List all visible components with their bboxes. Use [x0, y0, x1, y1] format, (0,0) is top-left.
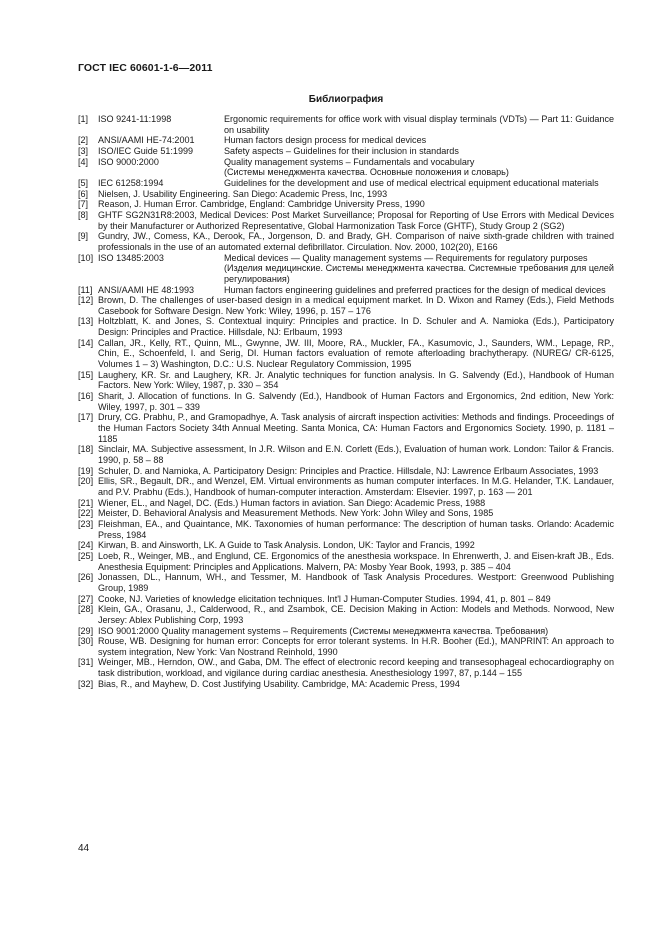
reference-item: [78, 551, 614, 572]
reference-text: Cooke, NJ. Varieties of knowledge elicitation techniques. Int'l J Human-Computer Studies. 1994, 41, p. 801 – 849: [98, 593, 551, 604]
reference-item: [78, 476, 614, 497]
reference-number: [23]: [78, 518, 94, 529]
reference-number: [9]: [78, 231, 89, 242]
reference-description: [224, 146, 614, 157]
reference-text: Nielsen, J. Usability Engineering. San Diego: Academic Press, Inc, 1993: [98, 188, 388, 199]
reference-number: [16]: [78, 391, 94, 402]
reference-text: Laughery, KR. Sr. and Laughery, KR. Jr. Analytic techniques for function analysis. In G. Salvendy (Ed.), Handbook of Human Factors. New York: Wiley, 1987, p. 330 – 354: [98, 369, 614, 391]
reference-number: [14]: [78, 337, 94, 348]
reference-text: Schuler, D. and Namioka, A. Participatory Design: Principles and Practice. Hillsdale, NJ: Lawrence Erlbaum Associates, 1993: [98, 465, 599, 476]
reference-text: Fleishman, EA., and Quaintance, MK. Taxonomies of human performance: The description of human tasks. Orlando: Academic Press, 1984: [98, 518, 614, 540]
reference-text: Reason, J. Human Error. Cambridge, England: Cambridge University Press, 1990: [98, 199, 425, 210]
reference-code: ISO/IEC Guide 51:1999: [98, 145, 194, 156]
reference-item: [78, 146, 614, 157]
reference-number: [17]: [78, 412, 94, 423]
reference-description: [224, 114, 614, 135]
reference-number: [24]: [78, 540, 94, 551]
reference-text: Rouse, WB. Designing for human error: Concepts for error tolerant systems. In H.R. Booher (Ed.), MANPRINT: An approach to system integration, New York: Van Nostrand Reinhold, 1990: [98, 636, 614, 657]
reference-text: Loeb, R., Weinger, MB., and Englund, CE. Ergonomics of the anesthesia workspace. In Ehrenwerth, J. and Eisen-kraft JB., Eds. Anesthesia Equipment: Principles and Applications. Malvern, PA: Mosby Year Book, 1993, p. 385 – 404: [98, 550, 614, 572]
page-number: 44: [78, 843, 90, 854]
reference-number: [25]: [78, 550, 94, 561]
reference-text: Callan, JR., Kelly, RT., Quinn, ML., Gwynne, JW. III, Moore, RA., Muckler, FA., Kasumovic, J., Saunders, WM., Lepage, RP., Chin, E., Schoenfeld, I. and Serig, DI. Human factors evaluation of remote afterloading brachytherapy. (NUREG/ CR-6125, Volumes 1 – 3) Washington, D.C.: U.S. Nuclear Regulatory Commission, 1995: [98, 337, 614, 370]
bibliography-title: Библиография: [308, 94, 384, 105]
reference-item: [78, 178, 614, 189]
reference-item: [78, 199, 614, 210]
reference-item: [78, 498, 614, 509]
reference-title: Safety aspects – Guidelines for their inclusion in standards: [224, 145, 459, 156]
reference-text: Klein, GA., Orasanu, J., Calderwood, R., and Zsambok, CE. Decision Making in Action: Models and Methods. Norwood, New Jersey: Ablex Publishing Corp, 1993: [98, 604, 614, 625]
reference-item: [78, 679, 614, 690]
reference-item: [78, 636, 614, 657]
reference-item: [78, 626, 614, 637]
reference-code: ISO 13485:2003: [98, 252, 164, 263]
reference-text: Holtzblatt, K. and Jones, S. Contextual inquiry: Principles and practice. In D. Schuler and A. Namioka (Eds.), Participatory Design: Principles and Practice. Hillsdale, NJ: Erlbaum, 1993: [98, 316, 614, 338]
reference-description: [224, 178, 614, 189]
reference-item: [78, 338, 614, 370]
reference-title: Ergonomic requirements for office work with visual display terminals (VDTs) — Part 11: Guidance on usability: [224, 114, 614, 135]
reference-text: Jonassen, DL., Hannum, WH., and Tessmer, M. Handbook of Task Analysis Procedures. Westport: Greenwood Publishing Group, 1989: [98, 572, 614, 593]
reference-item: [78, 114, 614, 135]
reference-item: [78, 540, 614, 551]
reference-text: Meister, D. Behavioral Analysis and Measurement Methods. New York: John Wiley and Sons, 1985: [98, 508, 494, 519]
reference-title: Human factors design process for medical devices: [224, 135, 427, 146]
reference-item: [78, 231, 614, 252]
reference-title: Medical devices — Quality management systems — Requirements for regulatory purposes: [224, 252, 588, 263]
reference-item: [78, 295, 614, 316]
reference-description: [224, 285, 614, 296]
reference-text: Sinclair, MA. Subjective assessment, In J.R. Wilson and E.N. Corlett (Eds.), Evaluation of human work. London: Tailor & Francis. 1990, p. 58 – 88: [98, 444, 614, 465]
reference-item: [78, 253, 614, 285]
reference-number: [13]: [78, 316, 94, 327]
reference-text: Drury, CG. Prabhu, P., and Gramopadhye, A. Task analysis of aircraft inspection activities: Methods and findings. Proceedings of the Human Factors Society 34th Annual Meeting. Santa Monica, CA: Human Factors and Ergonomics Society. 1990, p. 1181 – 1185: [98, 412, 614, 444]
reference-item: [78, 391, 614, 412]
reference-number: [27]: [78, 593, 94, 604]
reference-item: [78, 210, 614, 231]
reference-item: [78, 657, 614, 678]
reference-text: ISO 9001:2000 Quality management systems – Requirements (Системы менеджмента качества. Требования): [98, 625, 549, 636]
reference-number: [31]: [78, 657, 94, 668]
reference-item: [78, 189, 614, 200]
reference-number: [21]: [78, 497, 94, 508]
reference-item: [78, 604, 614, 625]
reference-number: [20]: [78, 476, 94, 487]
reference-item: [78, 412, 614, 444]
reference-item: [78, 572, 614, 593]
reference-description: [224, 157, 614, 178]
reference-text: Kirwan, B. and Ainsworth, LK. A Guide to Task Analysis. London, UK: Taylor and Francis, 1992: [98, 540, 475, 551]
reference-text: GHTF SG2N31R8:2003, Medical Devices: Post Market Surveillance; Proposal for Reporting of Use Errors with Medical Devices by their Manufacturer or Authorized Representative, Global Harmonization Task Force (GHTF), Study Group 2 (SG2): [98, 209, 614, 231]
reference-number: [2]: [78, 135, 89, 146]
reference-text: Bias, R., and Mayhew, D. Cost Justifying Usability. Cambridge, MA: Academic Press, 1994: [98, 678, 460, 689]
reference-description: [224, 253, 614, 285]
reference-translation-note: (Изделия медицинские. Системы менеджмента качества. Системные требования для целей регулирования): [224, 263, 614, 284]
reference-number: [19]: [78, 465, 94, 476]
reference-code: IEC 61258:1994: [98, 177, 164, 188]
reference-item: [78, 466, 614, 477]
reference-text: Ellis, SR., Begault, DR., and Wenzel, EM. Virtual environments as human computer interfaces. In M.G. Helander, T.K. Landauer, and P.V. Prabhu (Eds.), Handbook of human-computer interaction. Amsterdam: Elsevier. 1997, p. 163 — 201: [98, 476, 614, 497]
reference-number: [26]: [78, 572, 94, 583]
reference-item: [78, 316, 614, 337]
reference-code: ISO 9000:2000: [98, 156, 159, 167]
reference-number: [1]: [78, 114, 89, 124]
reference-number: [18]: [78, 444, 94, 455]
reference-number: [11]: [78, 284, 93, 295]
reference-code: ANSI/AAMI HE-74:2001: [98, 135, 195, 146]
reference-code: ISO 9241-11:1998: [98, 114, 172, 124]
reference-title: Guidelines for the development and use of medical electrical equipment educational materials: [224, 177, 599, 188]
reference-number: [30]: [78, 636, 94, 647]
reference-code: ANSI/AAMI HE 48:1993: [98, 284, 195, 295]
reference-title: Quality management systems – Fundamentals and vocabulary: [224, 156, 475, 167]
reference-translation-note: (Системы менеджмента качества. Основные положения и словарь): [224, 167, 509, 178]
reference-text: Sharit, J. Allocation of functions. In G. Salvendy (Ed.), Handbook of Human Factors and Ergonomics, 2nd edition, New York: Wiley, 1997, p. 301 – 339: [98, 391, 614, 412]
reference-number: [29]: [78, 625, 94, 636]
reference-item: [78, 594, 614, 605]
reference-number: [4]: [78, 156, 89, 167]
reference-item: [78, 135, 614, 146]
reference-title: Human factors engineering guidelines and preferred practices for the design of medical devices: [224, 284, 606, 295]
reference-text: Wiener, EL., and Nagel, DC. (Eds.) Human factors in aviation. San Diego: Academic Press, 1988: [98, 497, 486, 508]
reference-item: [78, 370, 614, 391]
reference-item: [78, 157, 614, 178]
reference-number: [10]: [78, 252, 94, 263]
reference-item: [78, 285, 614, 296]
reference-number: [15]: [78, 369, 94, 380]
reference-item: [78, 519, 614, 540]
reference-text: Gundry, JW., Comess, KA., Derook, FA., Jorgenson, D. and Brady, GH. Comparison of naive sixth-grade children with trained professionals in the use of an automated external defibrillator. Circulation. Nov. 2000, 102(20), E166: [98, 231, 614, 252]
reference-item: [78, 444, 614, 465]
document-code-header: ГОСТ IEC 60601-1-6—2011: [78, 62, 213, 74]
reference-item: [78, 508, 614, 519]
reference-number: [28]: [78, 604, 94, 615]
reference-text: Weinger, MB., Herndon, OW., and Gaba, DM. The effect of electronic record keeping and transesophageal echocardiography on task distribution, workload, and vigilance during cardiac anesthesia. Anesthesiology 1997, 87, p.144 – 155: [98, 657, 614, 679]
reference-number: [12]: [78, 295, 94, 306]
reference-number: [22]: [78, 508, 94, 519]
reference-number: [6]: [78, 188, 89, 199]
reference-number: [5]: [78, 177, 89, 188]
reference-description: [224, 135, 614, 146]
reference-number: [8]: [78, 209, 89, 220]
reference-number: [3]: [78, 145, 89, 156]
reference-number: [7]: [78, 199, 89, 210]
reference-text: Brown, D. The challenges of user-based design in a medical equipment market. In D. Wixon and Ramey (Eds.), Field Methods Casebook for Software Design. New York: Wiley, 1996, p. 157 – 176: [98, 295, 614, 316]
reference-number: [32]: [78, 678, 94, 689]
bibliography-list: [78, 114, 614, 689]
